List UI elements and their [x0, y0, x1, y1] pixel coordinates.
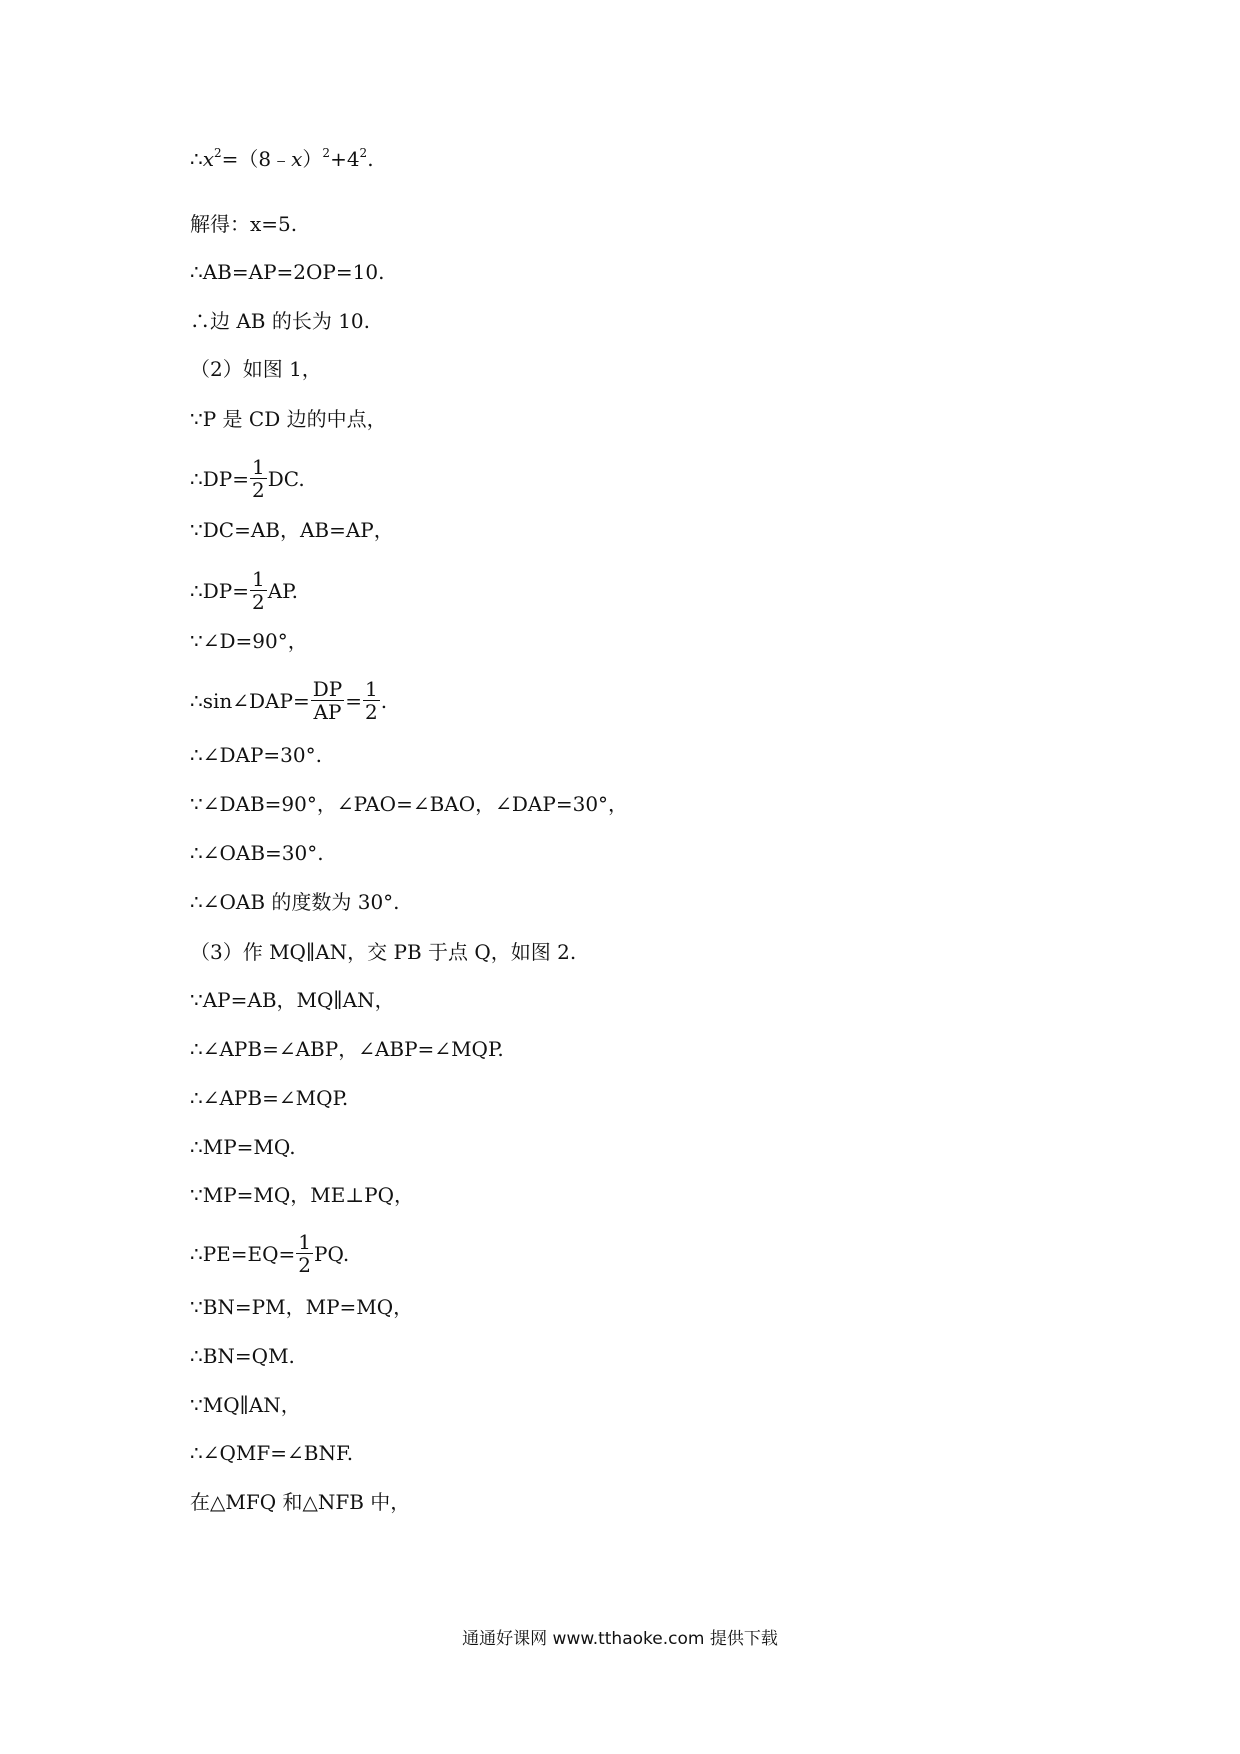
solution-line-17: ∵AP=AB，MQ∥AN， [190, 988, 395, 1012]
part-3-heading: （3）作 MQ∥AN，交 PB 于点 Q，如图 2. [190, 940, 577, 964]
solution-line-6: ∵P 是 CD 边的中点， [190, 407, 387, 431]
solution-line-15: ∴∠OAB 的度数为 30°. [190, 890, 400, 914]
solution-line-26: ∴∠QMF=∠BNF. [190, 1441, 354, 1465]
solution-line-2: 解得：x=5. [190, 212, 298, 236]
solution-line-18: ∴∠APB=∠ABP，∠ABP=∠MQP. [190, 1037, 504, 1061]
solution-line-1: $\therefore x^2=(8﹣x)^2+4^2$. [190, 146, 374, 171]
solution-line-8: ∵DC=AB，AB=AP， [190, 518, 394, 542]
solution-line-4: ∴边 AB 的长为 10. [190, 309, 371, 333]
solution-line-20: ∴MP=MQ. [190, 1135, 296, 1159]
solution-line-14: ∴∠OAB=30°. [190, 841, 324, 865]
fraction: $\frac{1}{2}$ [364, 677, 378, 724]
solution-line-22: ∴PE=EQ= $\frac{1}{2}$ PQ. [190, 1230, 350, 1277]
part-2-heading: （2）如图 1， [190, 357, 322, 381]
solution-line-3: ∴AB=AP=2OP=10. [190, 260, 385, 284]
solution-line-25: ∵MQ∥AN， [190, 1393, 301, 1417]
solution-line-10: ∵∠D=90°， [190, 629, 308, 653]
solution-line-19: ∴∠APB=∠MQP. [190, 1086, 349, 1110]
solution-line-7: ∴DP= $\frac{1}{2}$ DC. [190, 455, 305, 502]
solution-line-11: ∴sin∠DAP= $\frac{DP}{AP}$ = $\frac{1}{2}$ . [190, 677, 388, 724]
solution-line-27: 在△MFQ 和△NFB 中， [190, 1490, 411, 1514]
page-footer: 通通好课网 www.tthaoke.com 提供下载 [462, 1629, 778, 1649]
solution-line-21: ∵MP=MQ，ME⊥PQ， [190, 1183, 415, 1207]
solution-line-12: ∴∠DAP=30°. [190, 743, 322, 767]
fraction: $\frac{DP}{AP}$ [312, 677, 343, 724]
solution-line-9: ∴DP= $\frac{1}{2}$ AP. [190, 567, 298, 614]
fraction: $\frac{1}{2}$ [298, 1230, 312, 1277]
solution-line-24: ∴BN=QM. [190, 1344, 295, 1368]
fraction: $\frac{1}{2}$ [251, 455, 265, 502]
solution-line-23: ∵BN=PM，MP=MQ， [190, 1295, 414, 1319]
fraction: $\frac{1}{2}$ [251, 567, 265, 614]
solution-line-13: ∵∠DAB=90°，∠PAO=∠BAO，∠DAP=30°， [190, 792, 629, 816]
